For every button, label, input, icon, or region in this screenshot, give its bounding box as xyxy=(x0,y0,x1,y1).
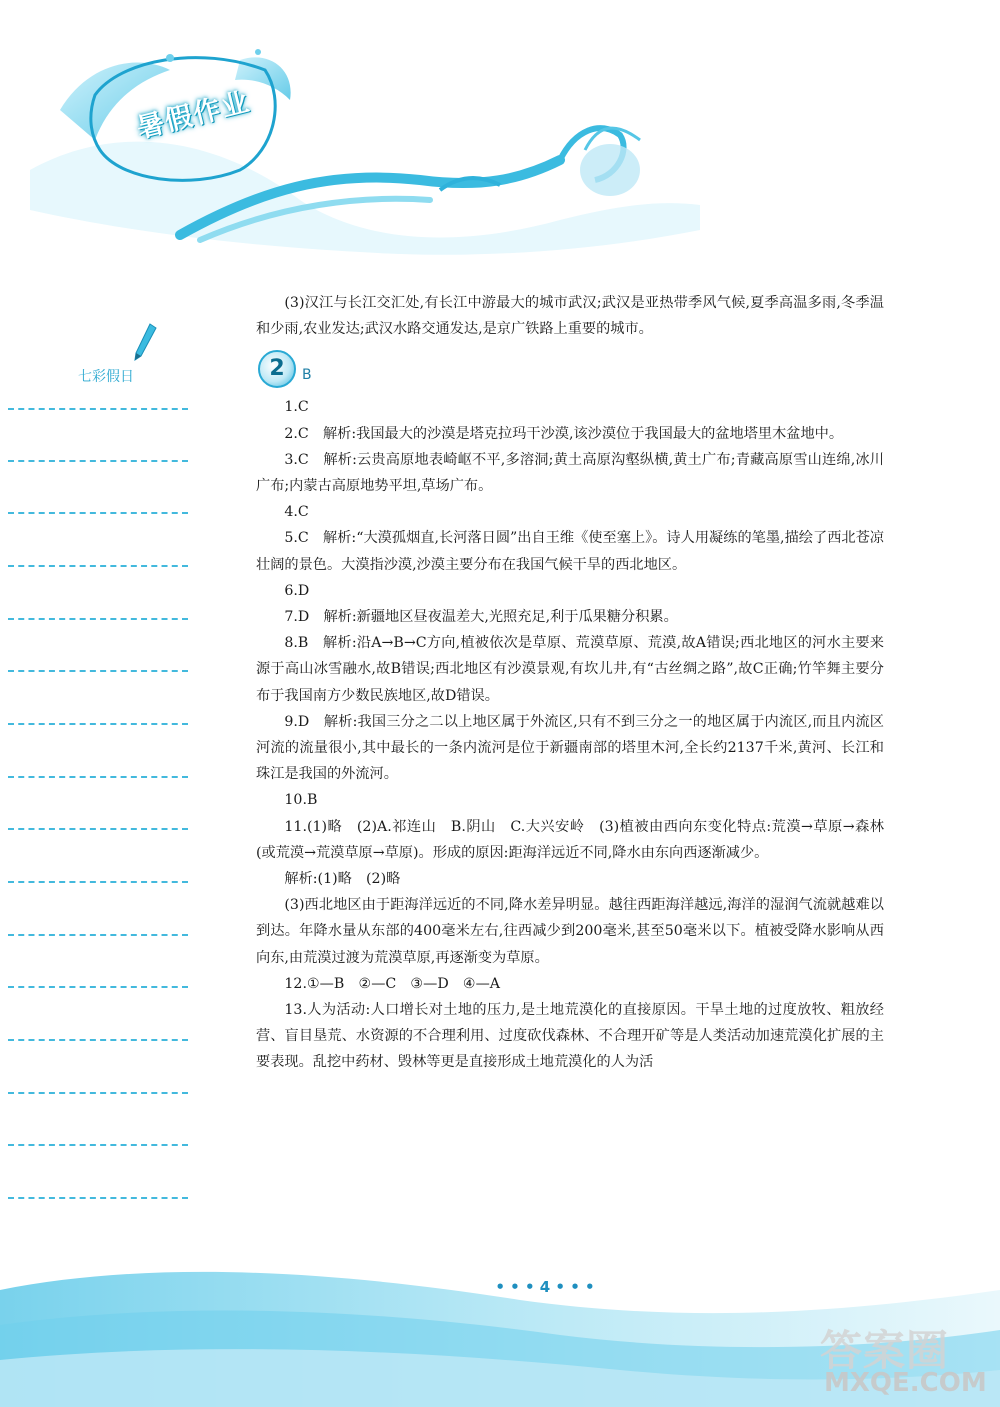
answer-item: 8.B 解析:沿A→B→C方向,植被依次是草原、荒漠草原、荒漠,故A错误;西北地区的河水主要来源于高山冰雪融水,故B错误;西北地区有沙漠景观,有坎儿井,有“古丝绸之路”,故C正确;竹竿舞主要分布于我国南方少数民族地区,故D错误。 xyxy=(256,635,884,704)
watermark-url: MXQE.COM xyxy=(824,1368,987,1398)
answer-content xyxy=(256,290,884,1076)
answer-item: 12.①—B ②—C ③—D ④—A xyxy=(284,975,501,992)
note-line xyxy=(8,1092,188,1094)
answer-item: 2.C 解析:我国最大的沙漠是塔克拉玛干沙漠,该沙漠位于我国最大的盆地塔里木盆地中。 xyxy=(284,425,844,442)
page-number: • • • 4 • • • xyxy=(495,1278,595,1296)
answer-item: 7.D 解析:新疆地区昼夜温差大,光照充足,利于瓜果糖分积累。 xyxy=(284,609,678,626)
paragraph: (3)汉江与长江交汇处,有长江中游最大的城市武汉;武汉是亚热带季风气候,夏季高温多雨,冬季温和少雨,农业发达;武汉水路交通发达,是京广铁路上重要的城市。 xyxy=(256,295,884,338)
note-line xyxy=(8,512,188,514)
section-number: 2 xyxy=(258,350,296,388)
note-line xyxy=(8,986,188,988)
sidebar-label: 七彩假日 xyxy=(78,369,134,385)
section-letter: B xyxy=(302,367,312,384)
note-line xyxy=(8,776,188,778)
note-line xyxy=(8,881,188,883)
note-line xyxy=(8,723,188,725)
note-line xyxy=(8,670,188,672)
answer-item: 4.C xyxy=(284,504,309,521)
note-line xyxy=(8,460,188,462)
note-line xyxy=(8,408,188,410)
answer-item: 1.C xyxy=(284,399,309,416)
note-line xyxy=(8,1039,188,1041)
answer-item: 解析:(1)略 (2)略 xyxy=(284,871,401,888)
note-line xyxy=(8,618,188,620)
note-line xyxy=(8,1144,188,1146)
answer-item: (3)西北地区由于距海洋远近的不同,降水差异明显。越往西距海洋越远,海洋的湿润气流就越难以到达。年降水量从东部的400毫米左右,往西减少到200毫米,甚至50毫米以下。植被受降水影响从西向东,由荒漠过渡为荒漠草原,再逐渐变为草原。 xyxy=(256,897,884,966)
note-line xyxy=(8,1197,188,1199)
answer-item: 11.(1)略 (2)A.祁连山 B.阴山 C.大兴安岭 (3)植被由西向东变化特点:荒漠→草原→森林(或荒漠→荒漠草原→草原)。形成的原因:距海洋远近不同,降水由东向西逐渐减少。 xyxy=(256,818,884,861)
answer-item: 13.人为活动:人口增长对土地的压力,是土地荒漠化的直接原因。干旱土地的过度放牧、粗放经营、盲目垦荒、水资源的不合理利用、过度砍伐森林、不合理开矿等是人类活动加速荒漠化扩展的主要表现。乱挖中药材、毁林等更是直接形成土地荒漠化的人为活 xyxy=(256,1002,884,1071)
pencil-icon xyxy=(132,322,158,362)
answer-item: 10.B xyxy=(284,792,318,809)
note-line xyxy=(8,828,188,830)
watermark-logo: 答案圈 xyxy=(820,1326,950,1375)
answer-item: 9.D 解析:我国三分之二以上地区属于外流区,只有不到三分之一的地区属于内流区,而且内流区河流的流量很小,其中最长的一条内流河是位于新疆南部的塔里木河,全长约2137千米,黄河、长江和珠江是我国的外流河。 xyxy=(256,713,884,783)
header-title: 暑假作业 xyxy=(133,85,254,144)
note-line xyxy=(8,565,188,567)
answer-item: 6.D xyxy=(284,582,310,599)
section-badge xyxy=(256,348,884,388)
note-line xyxy=(8,934,188,936)
answer-item: 3.C 解析:云贵高原地表崎岖不平,多溶洞;黄土高原沟壑纵横,黄土广布;青藏高原雪山连绵,冰川广布;内蒙古高原地势平坦,草场广布。 xyxy=(256,451,884,495)
answer-item: 5.C 解析:“大漠孤烟直,长河落日圆”出自王维《使至塞上》。诗人用凝练的笔墨,描绘了西北苍凉壮阔的景色。大漠指沙漠,沙漠主要分布在我国气候干旱的西北地区。 xyxy=(256,530,884,573)
